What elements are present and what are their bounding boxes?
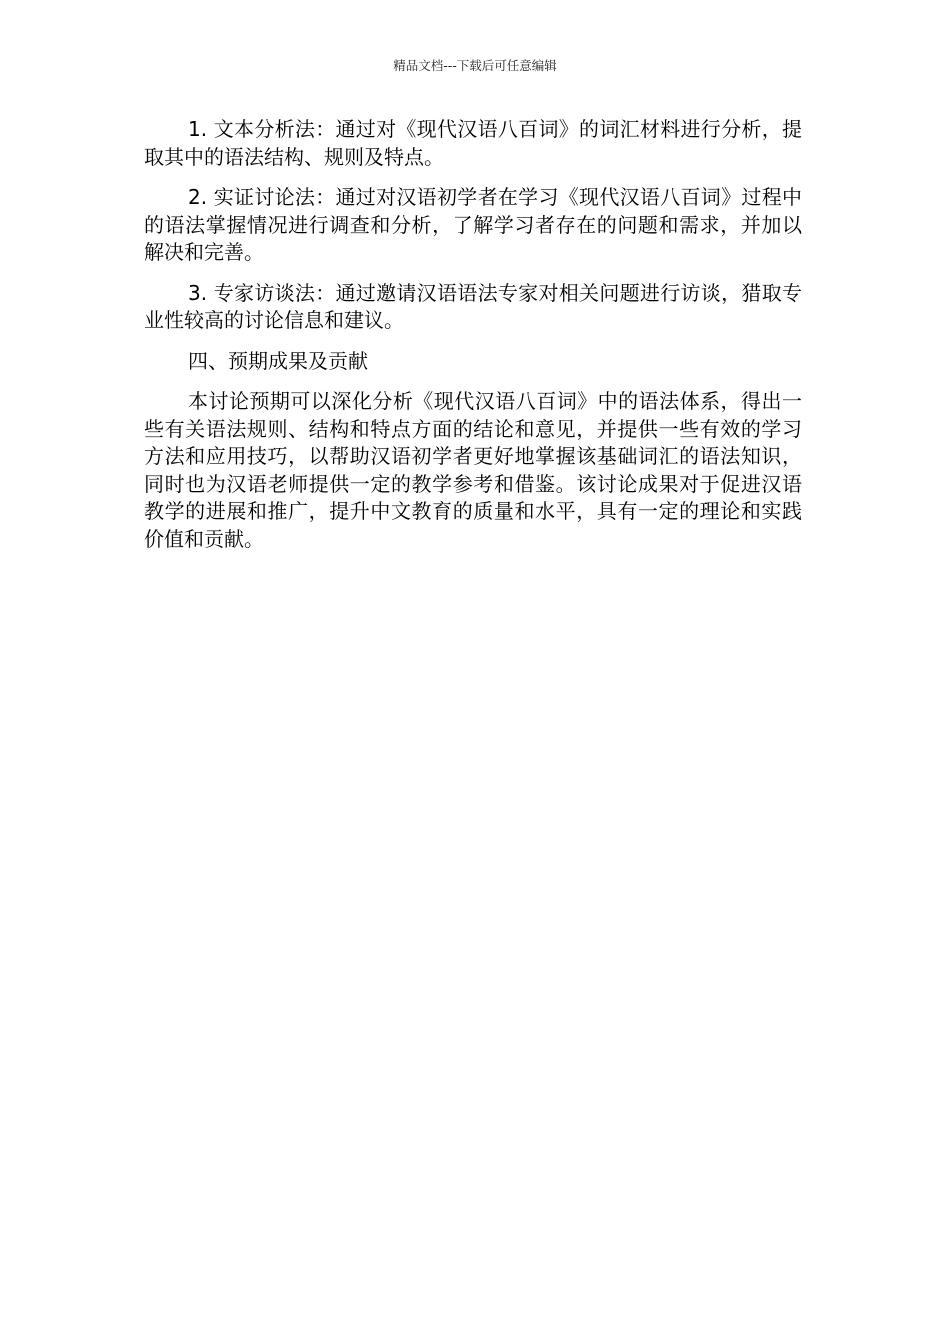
paragraph-expected-results: 本讨论预期可以深化分析《现代汉语八百词》中的语法体系，得出一些有关语法规则、结构和特点方面的结论和意见，并提供一些有效的学习方法和应用技巧，以帮助汉语初学者更好地掌握该基础词汇的语法知识，同时也为汉语老师提供一定的教学参考和借鉴。该讨论成果对于促进汉语教学的进展和推广，提升中文教育的质量和水平，具有一定的理论和实践价值和贡献。 xyxy=(144,389,802,551)
paragraph-method-empirical: 2. 实证讨论法：通过对汉语初学者在学习《现代汉语八百词》过程中的语法掌握情况进行调查和分析，了解学习者存在的问题和需求，并加以解决和完善。 xyxy=(144,185,802,264)
paragraph-method-expert-interview: 3. 专家访谈法：通过邀请汉语语法专家对相关问题进行访谈，猎取专业性较高的讨论信息和建议。 xyxy=(144,280,802,332)
page-header: 精品文档---下载后可任意编辑 xyxy=(393,58,557,73)
paragraph-method-text-analysis: 1. 文本分析法：通过对《现代汉语八百词》的词汇材料进行分析，提取其中的语法结构、规则及特点。 xyxy=(144,117,802,169)
document-body xyxy=(144,116,802,566)
section-heading-expected-results: 四、预期成果及贡献 xyxy=(188,348,368,373)
